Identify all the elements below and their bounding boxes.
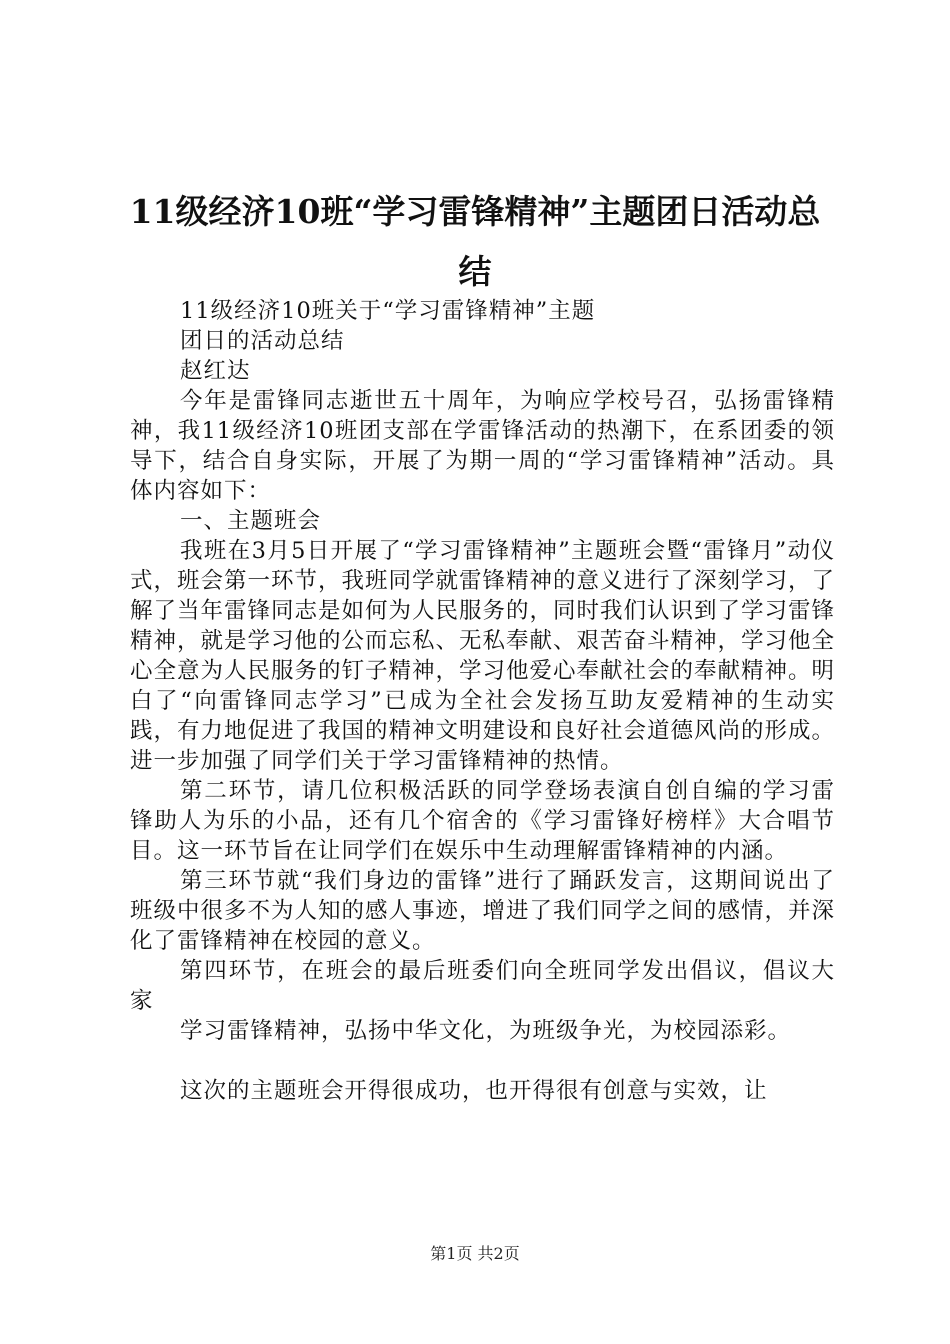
page-footer: 第1页 共2页 <box>430 1244 520 1263</box>
paragraph-meeting-part-two: 第二环节，请几位积极活跃的同学登场表演自创自编的学习雷锋助人为乐的小品，还有几个宿舍的《学习雷锋好榜样》大合唱节目。这一环节旨在让同学们在娱乐中生动理解雷锋精神的内涵。 <box>130 778 835 864</box>
header-line-subtitle: 11级经济10班关于“学习雷锋精神”主题 <box>180 298 596 324</box>
header-line-subtitle-cont: 团日的活动总结 <box>180 328 345 354</box>
document-body <box>130 296 835 1106</box>
author-name: 赵红达 <box>180 358 251 384</box>
document-title: 11级经济10班“学习雷锋精神”主题团日活动总结 <box>129 192 821 291</box>
paragraph-intro: 今年是雷锋同志逝世五十周年，为响应学校号召，弘扬雷锋精神，我11级经济10班团支部在学雷锋活动的热潮下，在系团委的领导下，结合自身实际，开展了为期一周的“学习雷锋精神”活动。具体内容如下： <box>130 388 835 504</box>
paragraph-conclusion: 这次的主题班会开得很成功，也开得很有创意与实效，让 <box>180 1078 768 1104</box>
paragraph-meeting-part-four: 第四环节，在班会的最后班委们向全班同学发出倡议，倡议大家 <box>130 958 835 1014</box>
section-heading-class-meeting: 一、主题班会 <box>180 508 322 534</box>
paragraph-gap <box>130 1046 835 1076</box>
paragraph-meeting-part-three: 第三环节就“我们身边的雷锋”进行了踊跃发言，这期间说出了班级中很多不为人知的感人事迹，增进了我们同学之间的感情，并深化了雷锋精神在校园的意义。 <box>130 868 836 954</box>
paragraph-initiative: 学习雷锋精神，弘扬中华文化，为班级争光，为校园添彩。 <box>180 1018 792 1044</box>
paragraph-meeting-part-one: 我班在3月5日开展了“学习雷锋精神”主题班会暨“雷锋月”动仪式，班会第一环节，我班同学就雷锋精神的意义进行了深刻学习，了解了当年雷锋同志是如何为人民服务的，同时我们认识到了学习雷锋精神，就是学习他的公而忘私、无私奉献、艰苦奋斗精神，学习他全心全意为人民服务的钉子精神，学习他爱心奉献社会的奉献精神。明白了“向雷锋同志学习”已成为全社会发扬互助友爱精神的生动实践，有力地促进了我国的精神文明建设和良好社会道德风尚的形成。进一步加强了同学们关于学习雷锋精神的热情。 <box>130 538 836 774</box>
